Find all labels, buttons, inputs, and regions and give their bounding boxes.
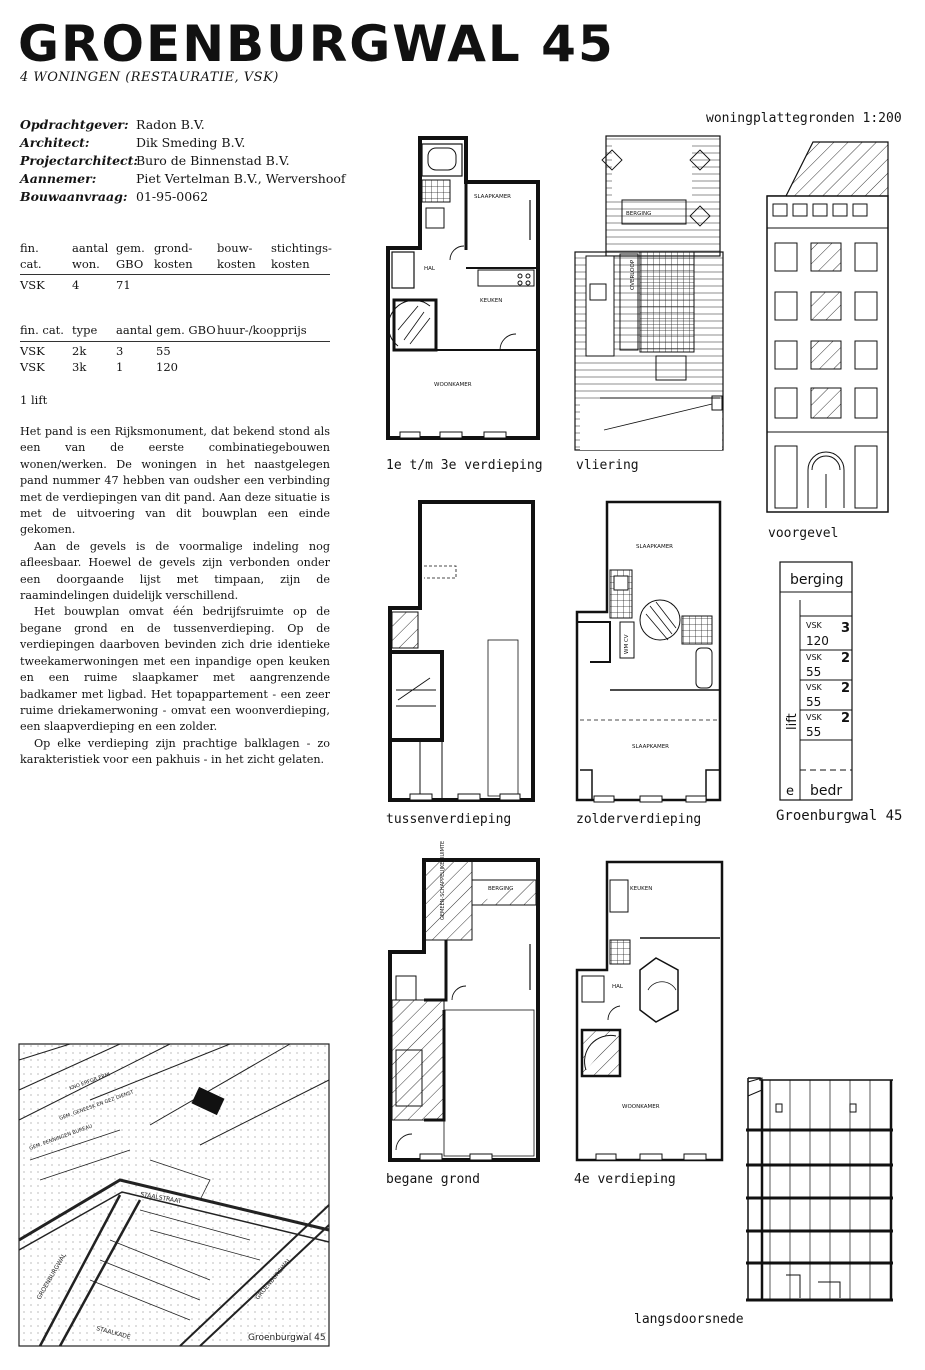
th-line: grond- <box>154 241 193 255</box>
th-line: GBO <box>116 257 144 271</box>
room-label-berging: BERGING <box>626 211 652 217</box>
plan-vliering <box>575 136 723 450</box>
credit-label: Bouwaanvraag: <box>20 189 128 204</box>
caption-begane-grond: begane grond <box>386 1172 480 1187</box>
credit-label: Aannemer: <box>20 171 97 186</box>
room-label-woonkamer: WOONKAMER <box>434 382 472 388</box>
table-cell: 3k <box>72 360 87 374</box>
th-line: fin. <box>20 241 39 255</box>
room-label-keuken: KEUKEN <box>480 298 503 304</box>
table-cell: 3 <box>116 344 124 358</box>
page-subtitle: 4 WONINGEN (RESTAURATIE, VSK) <box>20 70 279 85</box>
map-label: KNO ERFGR ERNI <box>68 1071 111 1092</box>
schema-gbo: 55 <box>806 695 822 709</box>
table-cell: VSK <box>20 278 45 292</box>
room-label-berging-bg: BERGING <box>488 886 514 892</box>
table-cell: 120 <box>156 360 178 374</box>
scale-label: woningplattegronden 1:200 <box>706 111 902 126</box>
schema-top: berging <box>790 572 844 588</box>
schema-n: 3 <box>841 621 851 636</box>
schema-cat: VSK <box>806 653 822 662</box>
paragraph: Het bouwplan omvat één bedrijfsruimte op de begane grond en de tussenverdieping. Op de verdiepingen daarboven bevinden zich drie identieke tweekamerwoningen met een inpandige open keuken en een ruime slaapkamer met aangrenzende badkamer met ligbad. Het topappartement - een zeer ruime driekamerwoning - omvat een woonverdieping, een slaapverdieping en een zolder. <box>20 605 330 734</box>
table-header: aantal <box>116 323 153 337</box>
schema-bottom-left: e <box>786 784 794 799</box>
schema-n: 2 <box>841 711 851 726</box>
room-label-hal-4e: HAL <box>612 984 623 990</box>
room-label-slaapkamer-zolder: SLAAPKAMER <box>636 544 673 550</box>
plan-begane-grond <box>390 860 538 1160</box>
facade-voorgevel <box>767 142 888 512</box>
schema-bottom-right: bedr <box>810 783 843 799</box>
table-header: fin. cat. <box>20 323 64 337</box>
credit-value: Piet Vertelman B.V., Wervershoof <box>136 171 346 186</box>
credit-value: Dik Smeding B.V. <box>136 135 246 150</box>
table-cell: VSK <box>20 360 45 374</box>
site-map <box>19 1044 329 1346</box>
th-line: cat. <box>20 257 42 271</box>
caption-zolderverdieping: zolderverdieping <box>576 812 702 827</box>
schema-gbo: 120 <box>806 634 829 648</box>
caption-schema: Groenburgwal 45 <box>776 808 903 824</box>
paragraph: Op elke verdieping zijn prachtige balklagen - zo karakteristiek voor een pakhuis - in het zicht gelaten. <box>20 736 330 767</box>
th-line: won. <box>72 257 100 271</box>
credit-label: Projectarchitect: <box>20 153 139 168</box>
credit-value: Radon B.V. <box>136 117 205 132</box>
paragraph: Aan de gevels is de voormalige indeling nog afleesbaar. Hoewel de gevels zijn verbonden onder een doorgaande lijst met timpaan, zijn de raamindelingen duidelijk verschillend. <box>20 539 330 603</box>
section-langsdoorsnede <box>746 1078 893 1300</box>
room-label-overloop: OVERLOOP <box>630 259 636 290</box>
th-line: kosten <box>271 257 310 271</box>
table-header: type <box>72 323 98 337</box>
table-cell: 1 <box>116 360 124 374</box>
room-label-wm-cv: WM CV <box>624 634 630 654</box>
caption-4e-verdieping: 4e verdieping <box>574 1172 676 1187</box>
th-line: aantal <box>72 241 109 255</box>
schema-n: 2 <box>841 681 851 696</box>
room-label-hal: HAL <box>424 266 435 272</box>
schema-gbo: 55 <box>806 665 822 679</box>
th-line: stichtings- <box>271 241 332 255</box>
map-street-staalstraat: STAALSTRAAT <box>139 1191 182 1206</box>
map-street-staalkade: STAALKADE <box>95 1325 132 1342</box>
credit-value: Buro de Binnenstad B.V. <box>136 153 290 168</box>
caption-tussenverdieping: tussenverdieping <box>386 812 512 827</box>
table-cell: 2k <box>72 344 87 358</box>
table-header: huur-/koopprijs <box>217 323 307 337</box>
caption-langsdoorsnede: langsdoorsnede <box>634 1312 744 1327</box>
map-label: GEM. PENNINGEN BUREAU <box>28 1123 94 1152</box>
lift-note: 1 lift <box>20 393 48 407</box>
table-header: gem. GBO <box>156 323 216 337</box>
plan-tussenverdieping <box>390 502 533 800</box>
map-street-groenburgwal-2: GROENBURGWAL <box>254 1256 294 1302</box>
room-label-slaapkamer-zolder-2: SLAAPKAMER <box>632 744 669 750</box>
credit-label: Opdrachtgever: <box>20 117 129 132</box>
schema-gbo: 55 <box>806 725 822 739</box>
schema-n: 2 <box>841 651 851 666</box>
table-cell: 4 <box>72 278 80 292</box>
th-line: bouw- <box>217 241 253 255</box>
schema-lift: lift <box>785 713 800 730</box>
plan-floor-1-3 <box>388 138 538 438</box>
table-cell: 55 <box>156 344 171 358</box>
plan-vierde-verdieping <box>577 862 722 1160</box>
room-label-woonkamer-4e: WOONKAMER <box>622 1104 660 1110</box>
schema-cat: VSK <box>806 621 822 630</box>
paragraph: Het pand is een Rijksmonument, dat bekend stond als een van de eerste combinatiegebouwen wonen/werken. De woningen in het naastgelegen pand nummer 47 hebben van oudsher een verbinding met de verdiepingen van dit pand. Aan deze situatie is met de uitvoering van dit bouwplan een einde gekomen. <box>20 425 330 537</box>
th-line: kosten <box>217 257 256 271</box>
map-street-groenburgwal: GROENBURGWAL <box>35 1252 68 1301</box>
th-line: gem. <box>116 241 145 255</box>
credit-label: Architect: <box>20 135 90 150</box>
caption-voorgevel: voorgevel <box>768 526 839 541</box>
table-cell: VSK <box>20 344 45 358</box>
page-title: GROENBURGWAL 45 <box>18 15 615 73</box>
map-label: GEM. GENEESK EN GEZ DIENST <box>58 1089 135 1122</box>
th-line: kosten <box>154 257 193 271</box>
schema-cat: VSK <box>806 713 822 722</box>
schema-cat: VSK <box>806 683 822 692</box>
room-label-keuken-4e: KEUKEN <box>630 886 653 892</box>
table-cell: 71 <box>116 278 131 292</box>
room-label-slaapkamer: SLAAPKAMER <box>474 194 511 200</box>
map-caption: Groenburgwal 45 <box>248 1333 326 1343</box>
credit-value: 01-95-0062 <box>136 189 209 204</box>
caption-vliering: vliering <box>576 458 639 473</box>
room-label-gem-ruimte: GEMEEN-SCHAPPELIJKE RUIMTE <box>440 840 446 920</box>
caption-floor-1-3: 1e t/m 3e verdieping <box>386 458 543 473</box>
